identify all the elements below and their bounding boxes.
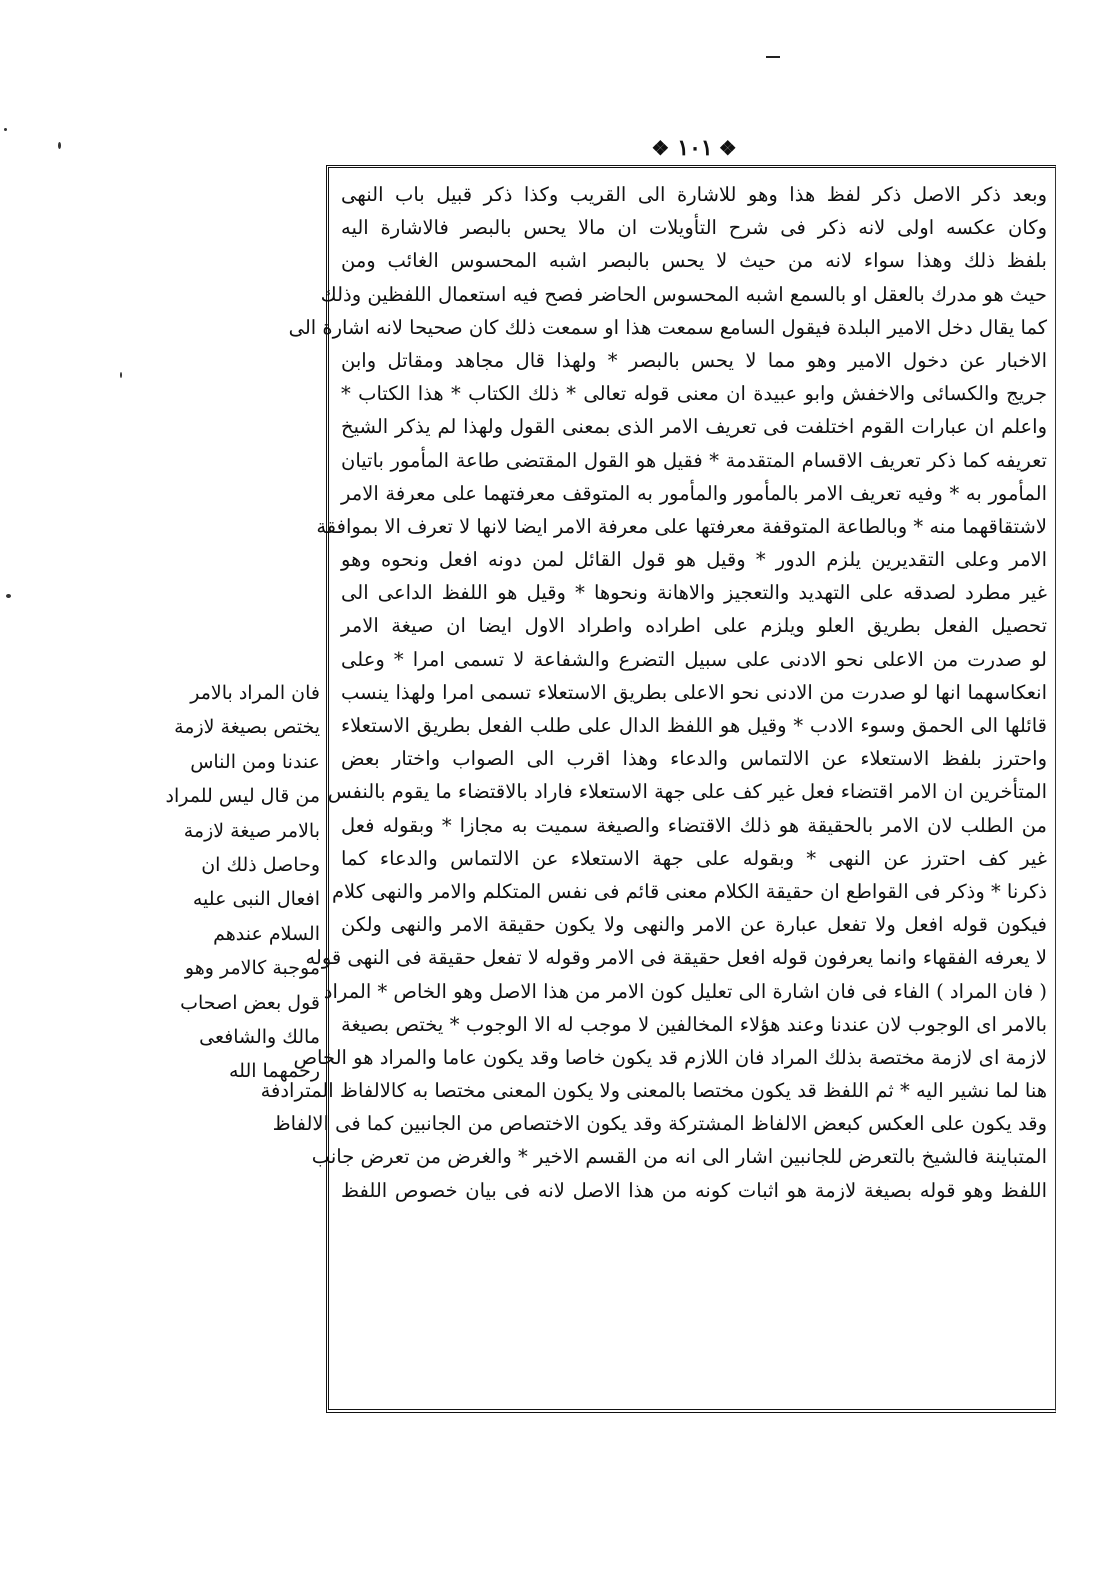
margin-note-line: موجبة كالامر وهو xyxy=(184,957,320,980)
margin-note-line: عندنا ومن الناس xyxy=(190,750,320,773)
text-line: الامر وعلى التقديرين يلزم الدور * وقيل هو قول القائل لمن دونه افعل ونحوه وهو xyxy=(341,548,1047,572)
text-line: لاشتقاقهما منه * وبالطاعة المتوقفة معرفتها على معرفة الامر ايضا لانها لا تعرف الا بموافقة xyxy=(316,514,1047,538)
margin-note-line: مالك والشافعى xyxy=(199,1026,320,1049)
text-line: هنا لما نشير اليه * ثم اللفظ قد يكون مختصا بالمعنى ولا يكون المعنى مختصا به كالالفاظ المترادفة xyxy=(260,1079,1047,1103)
text-line: تعريفه كما ذكر تعريف الاقسام المتقدمة * فقيل هو القول المقتضى طاعة المأمور باتيان xyxy=(341,448,1047,472)
text-line: لا يعرفه الفقهاء وانما يعرفون قوله افعل حقيقة فى الامر وقوله لا تفعل حقيقة فى النهى قوله xyxy=(305,946,1047,970)
text-line: وبعد ذكر الاصل ذكر لفظ هذا وهو للاشارة الى القريب وكذا ذكر قبيل باب النهى xyxy=(341,183,1047,206)
scan-speck xyxy=(58,142,61,149)
text-line: قائلها الى الحمق وسوء الادب * وقيل هو اللفظ الدال على طلب الفعل بطريق الاستعلاء xyxy=(341,714,1047,737)
margin-note-line: قول بعض اصحاب xyxy=(180,991,320,1014)
scan-speck xyxy=(120,372,122,378)
text-line: المتأخرين ان الامر اقتضاء فعل غير كف على جهة الاستعلاء فاراد بالاقتضاء ما يقوم بالنفس xyxy=(327,780,1047,804)
margin-note xyxy=(152,676,320,1089)
text-line: الاخبار عن دخول الامير وهو مما لا يحس بالبصر * ولهذا قال مجاهد ومقاتل وابن xyxy=(341,348,1047,372)
text-line: غير مطرد لصدقه على التهديد والتعجيز والاهانة ونحوها * وقيل هو اللفظ الداعى الى xyxy=(341,581,1047,605)
text-line: بالامر اى الوجوب لان عندنا وعند هؤلاء المخالفين لا موجب له الا الوجوب * يختص بصيغة xyxy=(341,1012,1047,1036)
text-line: كما يقال دخل الامير البلدة فيقول السامع سمعت هذا او سمعت ذلك كان صحيحا لانه اشارة الى xyxy=(288,315,1047,339)
scan-speck xyxy=(6,594,11,598)
margin-note-line: بالامر صيغة لازمة xyxy=(183,819,320,842)
text-line: حيث هو مدرك بالعقل او بالسمع اشبه المحسوس الحاضر فصح فيه استعمال اللفظين وذلك xyxy=(320,282,1047,306)
text-line: المتباينة فالشيخ بالتعرض للجانبين اشار الى انه من القسم الاخير * والغرض من تعرض جانب xyxy=(311,1145,1047,1169)
page-number xyxy=(640,133,750,163)
text-line: وقد يكون على العكس كبعض الالفاظ المشتركة وقد يكون الاختصاص من الجانبين كما فى الالفاظ xyxy=(272,1112,1047,1136)
page-number-value: ١٠١ xyxy=(677,135,713,161)
ornament-left-icon: ❖ xyxy=(651,136,672,160)
text-line: ( فان المراد ) الفاء فى فان اشارة الى تعليل كون الامر من هذا الاصل وهو الخاص * المراد xyxy=(323,979,1047,1003)
text-line: من الطلب لان الامر بالحقيقة هو ذلك الاقتضاء والصيغة سميت به مجازا * وبقوله فعل xyxy=(341,813,1047,837)
top-mark xyxy=(766,56,780,58)
margin-note-line: وحاصل ذلك ان xyxy=(201,854,320,877)
text-line: فيكون قوله افعل ولا تفعل عبارة عن الامر والنهى ولا يكون حقيقة الامر والنهى ولكن xyxy=(341,913,1047,937)
text-line: بلفظ ذلك وهذا سواء لانه من حيث لا يحس بالبصر اشبه المحسوس الغائب ومن xyxy=(341,249,1047,273)
text-line: انعكاسهما انها لو صدرت من الادنى نحو الاعلى بطريق الاستعلاء تسمى امرا ولهذا ينسب xyxy=(341,680,1047,704)
scan-speck xyxy=(4,128,7,131)
text-line: جريج والكسائى والاخفش وابو عبيدة ان معنى قوله تعالى * ذلك الكتاب * هذا الكتاب * xyxy=(341,382,1047,406)
text-line: واعلم ان عبارات القوم اختلفت فى تعريف الامر الذى بمعنى القول ولهذا لم يذكر الشيخ xyxy=(341,415,1047,439)
margin-note-line: يختص بصيغة لازمة xyxy=(174,716,320,739)
text-line: لازمة اى لازمة مختصة بذلك المراد فان اللازم قد يكون خاصا وقد يكون عاما والمراد هو الخاص xyxy=(293,1045,1047,1069)
margin-note-line: رحمهما الله xyxy=(228,1060,320,1083)
text-line: اللفظ وهو قوله بصيغة لازمة هو اثبات كونه من هذا الاصل لانه فى بيان خصوص اللفظ xyxy=(341,1178,1047,1202)
text-line: المأمور به * وفيه تعريف الامر بالمأمور والمأمور به المتوقف معرفتهما على معرفة الامر xyxy=(341,481,1047,505)
text-line: ذكرنا * وذكر فى القواطع ان حقيقة الكلام معنى قائم فى نفس المتكلم والامر والنهى كلام xyxy=(331,879,1047,903)
text-line: وكان عكسه اولى لانه ذكر فى شرح التأويلات ان مالا يحس بالبصر فالاشارة اليه xyxy=(341,216,1047,240)
margin-note-line: افعال النبى عليه xyxy=(192,888,320,911)
text-line: لو صدرت من الاعلى نحو الادنى على سبيل التضرع والشفاعة لا تسمى امرا * وعلى xyxy=(341,647,1047,671)
text-line: تحصيل الفعل بطريق العلو ويلزم على اطراده واطراد الاول ايضا ان صيغة الامر xyxy=(341,614,1047,638)
margin-note-line: السلام عندهم xyxy=(213,922,320,945)
text-line: واحترز بلفظ الاستعلاء عن الالتماس والدعاء وهذا اقرب الى الصواب واختار بعض xyxy=(341,747,1047,771)
margin-note-line: فان المراد بالامر xyxy=(190,682,320,704)
text-line: غير كف احترز عن النهى * وبقوله على جهة الاستعلاء عن الالتماس والدعاء كما xyxy=(341,846,1047,870)
margin-note-line: من قال ليس للمراد xyxy=(165,785,320,808)
ornament-right-icon: ❖ xyxy=(718,136,739,160)
